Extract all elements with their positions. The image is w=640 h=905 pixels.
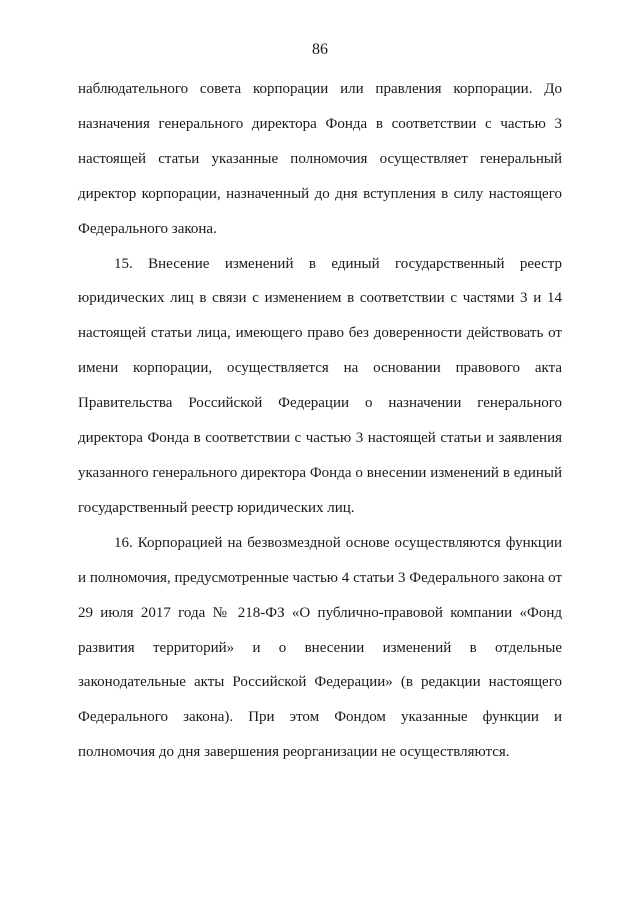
paragraph-15: 15. Внесение изменений в единый государственный реестр юридических лиц в связи с изменением в соответствии с частями 3 и 14 настоящей статьи лица, имеющего право без доверенности действовать от имени корпорации, осуществляется на основании правового акта Правительства Российской Федерации о назначении генерального директора Фонда в соответствии с частью 3 настоящей статьи и заявления указанного генерального директора Фонда о внесении изменений в единый государственный реестр юридических лиц. <box>78 255 562 516</box>
page-number: 86 <box>312 41 328 58</box>
document-body <box>78 72 562 770</box>
paragraph-16: 16. Корпорацией на безвозмездной основе осуществляются функции и полномочия, предусмотренные частью 4 статьи 3 Федерального закона от 29 июля 2017 года № 218-ФЗ «О публично-правовой компании «Фонд развития территорий» и о внесении изменений в отдельные законодательные акты Российской Федерации» (в редакции настоящего Федерального закона). При этом Фондом указанные функции и полномочия до дня завершения реорганизации не осуществляются. <box>78 534 562 761</box>
paragraph-continuation: наблюдательного совета корпорации или правления корпорации. До назначения генерального директора Фонда в соответствии с частью 3 настоящей статьи указанные полномочия осуществляет генеральный директор корпорации, назначенный до дня вступления в силу настоящего Федерального закона. <box>78 81 562 237</box>
